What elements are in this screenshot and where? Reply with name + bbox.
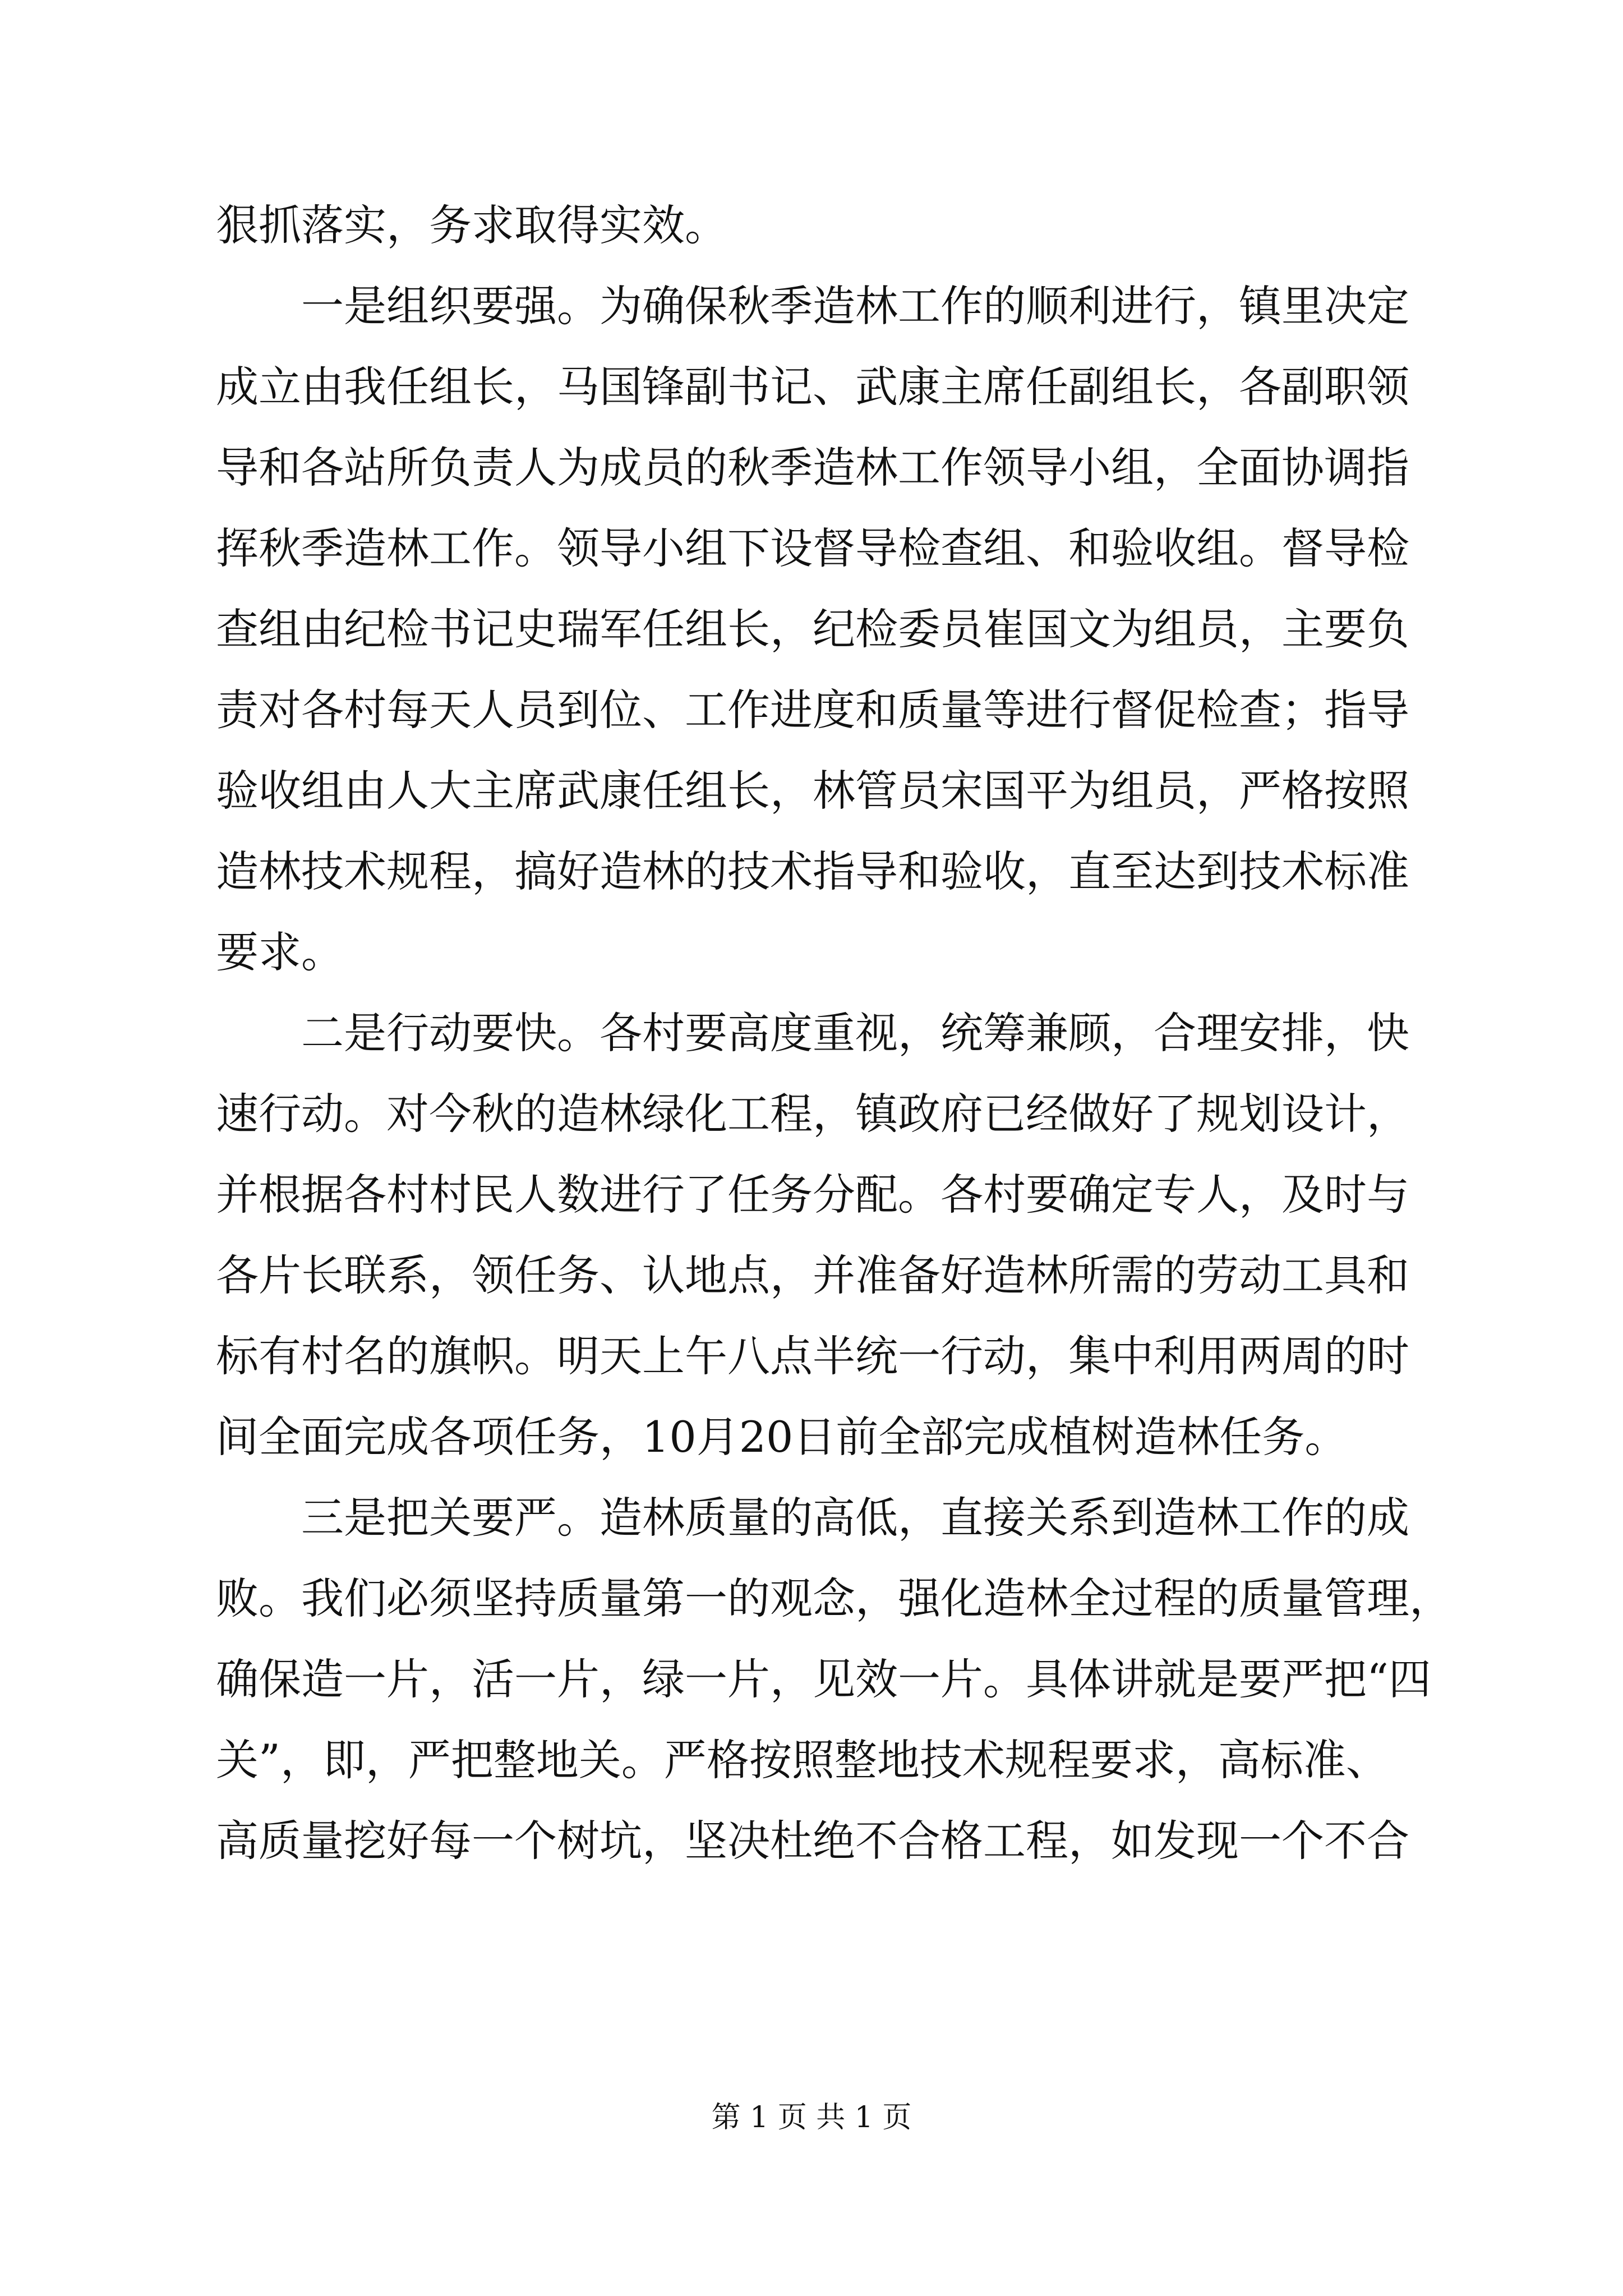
text-line: 导和各站所负责人为成员的秋季造林工作领导小组，全面协调指 [216, 443, 1409, 493]
text-line: 速行动。对今秋的造林绿化工程，镇政府已经做好了规划设计， [216, 1089, 1409, 1139]
text-line: 关”，即，严把整地关。严格按照整地技术规程要求，高标准、 [216, 1735, 1389, 1785]
text-line: 挥秋季造林工作。领导小组下设督导检查组、和验收组。督导检 [216, 523, 1409, 573]
text-line: 间全面完成各项任务，10月20日前全部完成植树造林任务。 [216, 1412, 1348, 1462]
text-line: 验收组由人大主席武康任组长，林管员宋国平为组员，严格按照 [216, 766, 1409, 816]
text-line: 并根据各村村民人数进行了任务分配。各村要确定专人，及时与 [216, 1170, 1409, 1220]
text-line: 标有村名的旗帜。明天上午八点半统一行动，集中利用两周的时 [216, 1331, 1409, 1381]
text-line: 各片长联系，领任务、认地点，并准备好造林所需的劳动工具和 [216, 1250, 1409, 1300]
text-line: 查组由纪检书记史瑞军任组长，纪检委员崔国文为组员，主要负 [216, 604, 1409, 654]
paragraph-first-line: 二是行动要快。各村要高度重视，统筹兼顾，合理安排，快 [301, 1008, 1409, 1058]
text-line: 高质量挖好每一个树坑，坚决杜绝不合格工程，如发现一个不合 [216, 1816, 1409, 1866]
paragraph-first-line: 三是把关要严。造林质量的高低，直接关系到造林工作的成 [301, 1493, 1409, 1543]
text-line: 要求。 [216, 927, 344, 977]
text-line: 成立由我任组长，马国锋副书记、武康主席任副组长，各副职领 [216, 362, 1409, 412]
paragraph-first-line: 一是组织要强。为确保秋季造林工作的顺利进行，镇里决定 [301, 281, 1409, 331]
text-line: 狠抓落实，务求取得实效。 [216, 200, 727, 250]
text-line: 败。我们必须坚持质量第一的观念，强化造林全过程的质量管理， [216, 1573, 1452, 1623]
page-number-footer: 第 1 页 共 1 页 [711, 2101, 912, 2134]
text-line: 造林技术规程，搞好造林的技术指导和验收，直至达到技术标准 [216, 846, 1409, 896]
text-line: 确保造一片，活一片，绿一片，见效一片。具体讲就是要严把“四 [216, 1654, 1431, 1704]
text-line: 责对各村每天人员到位、工作进度和质量等进行督促检查；指导 [216, 685, 1409, 735]
